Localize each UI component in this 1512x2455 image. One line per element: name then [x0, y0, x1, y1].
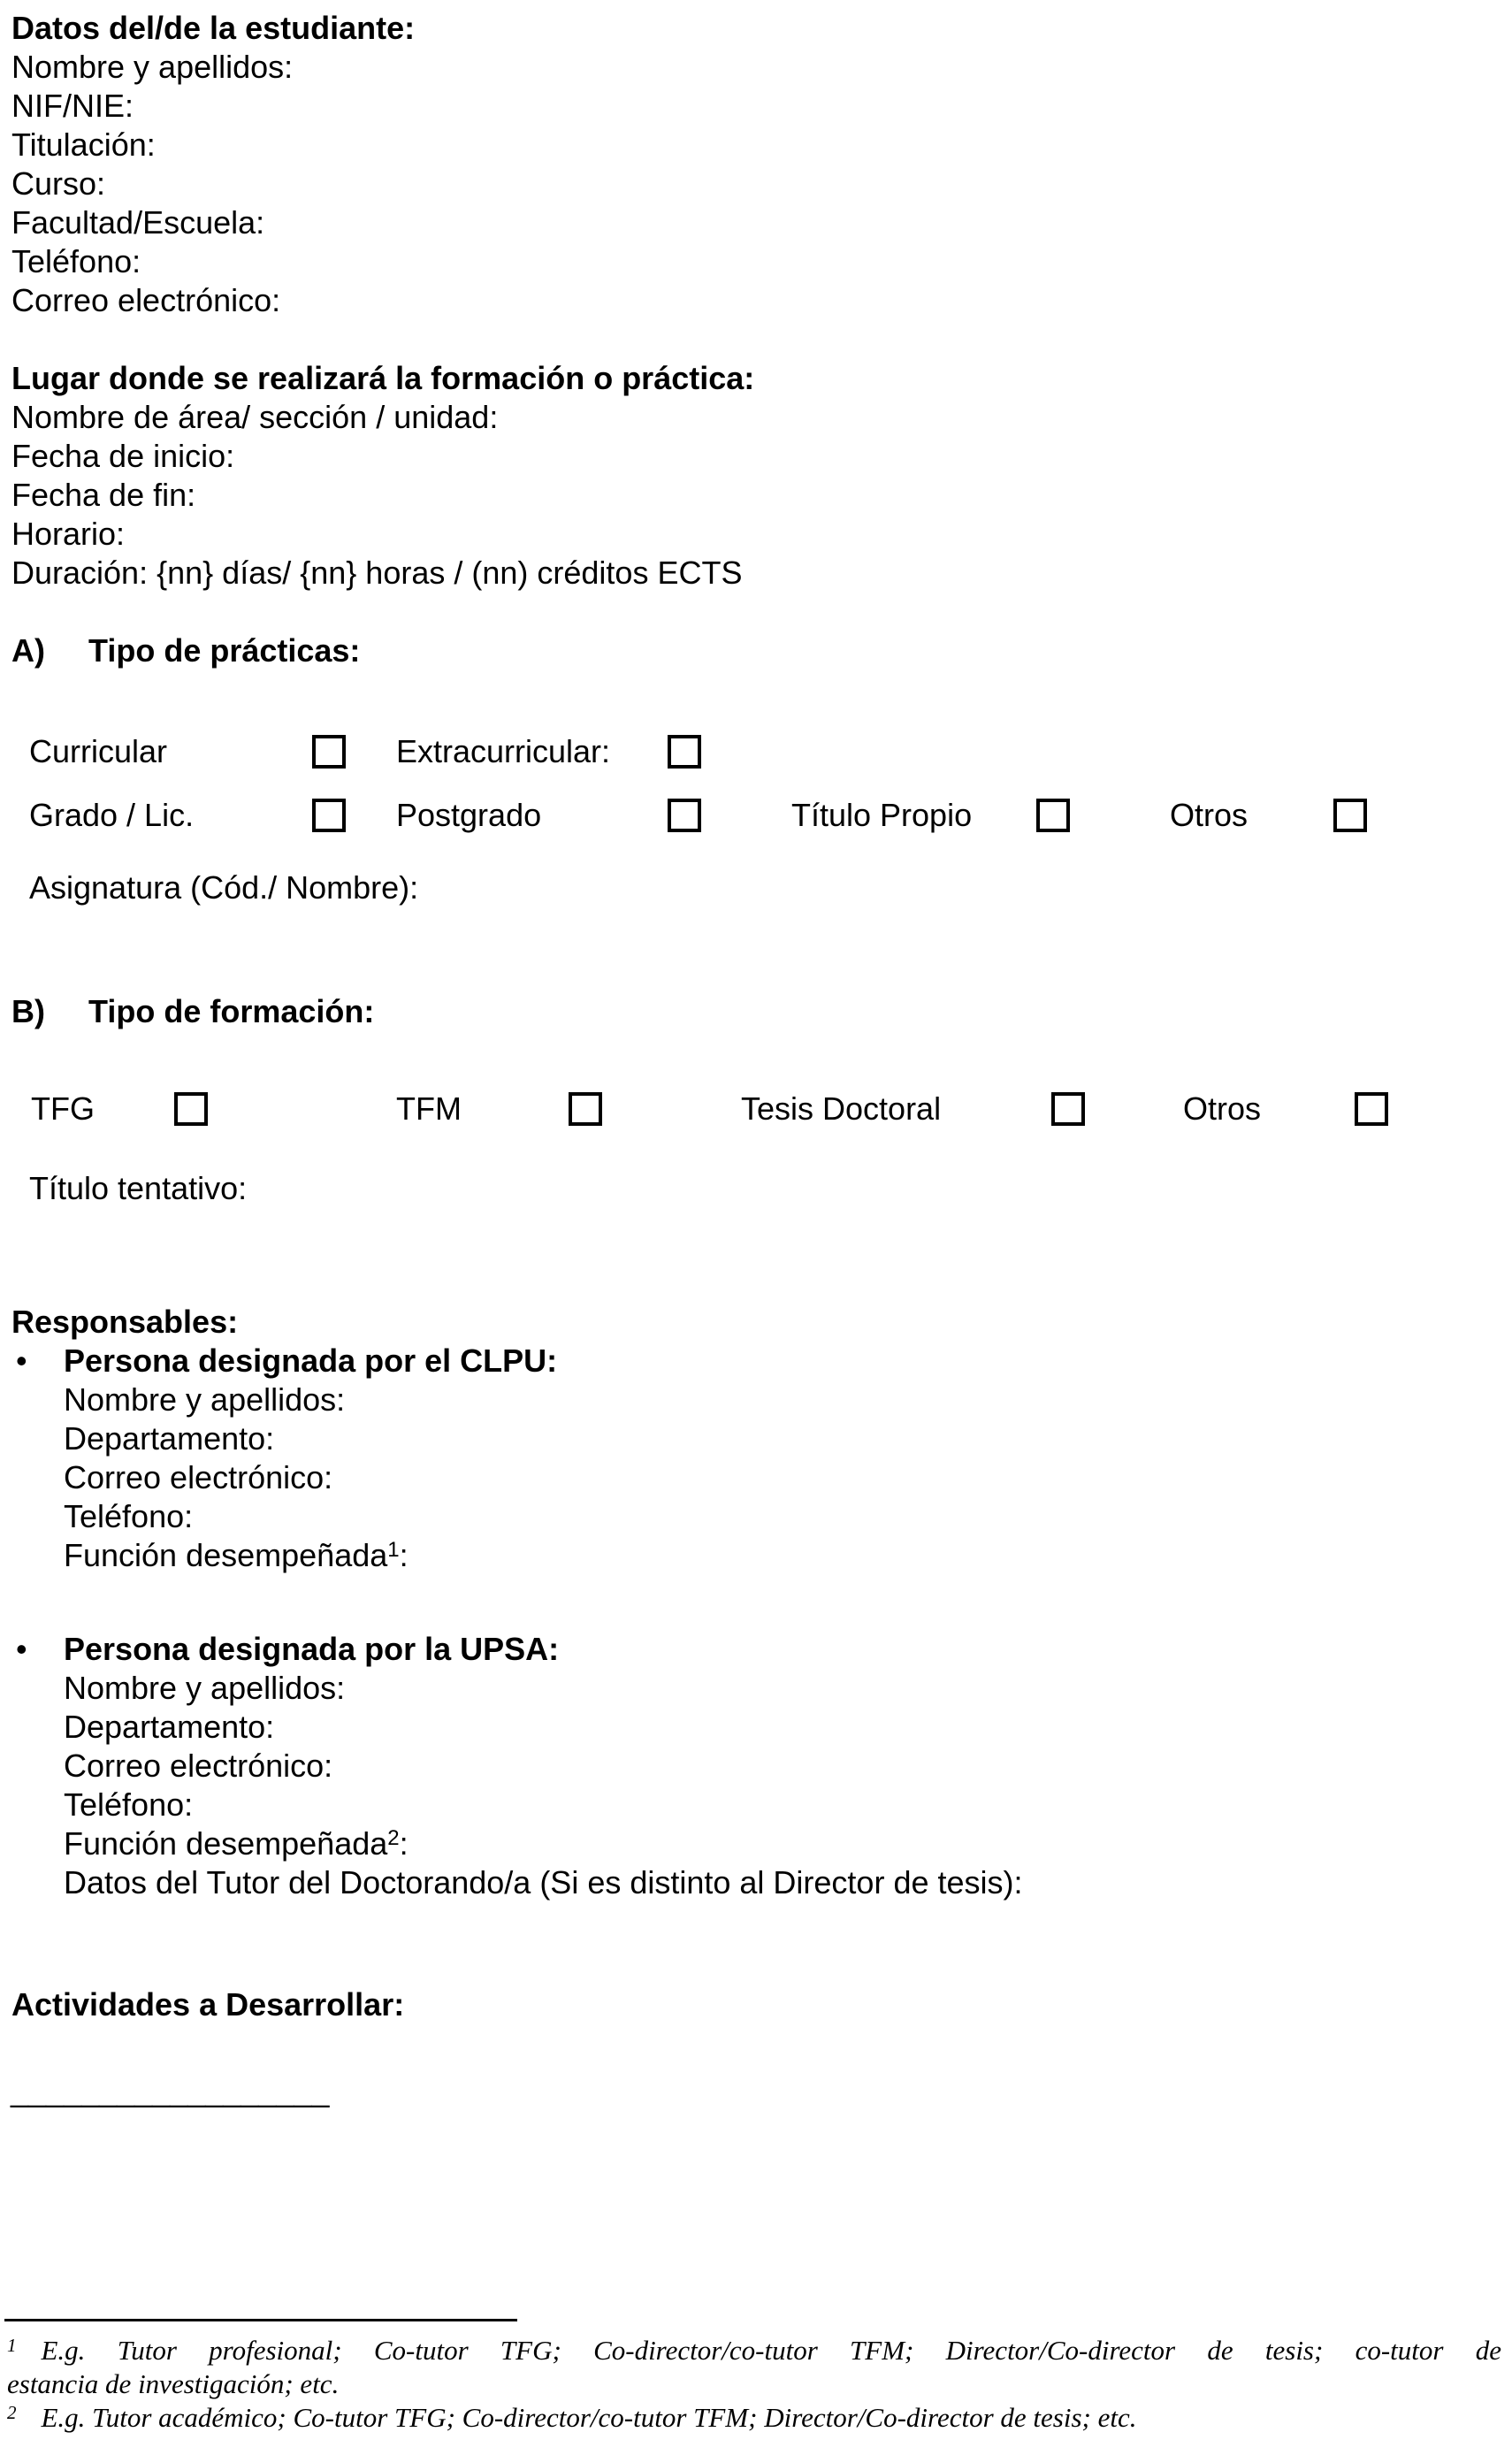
student-section-heading: Datos del/de la estudiante:	[11, 10, 416, 46]
clpu-field-correo: Correo electrónico:	[64, 1459, 333, 1495]
practicas-row-1	[0, 732, 1512, 771]
student-field-nombre: Nombre y apellidos:	[11, 49, 294, 85]
clpu-field-departamento: Departamento:	[64, 1420, 275, 1457]
label-postgrado: Postgrado	[396, 797, 542, 833]
label-tfg: TFG	[31, 1090, 95, 1127]
tutor-doctorando-label: Datos del Tutor del Doctorando/a (Si es distinto al Director de tesis):	[64, 1864, 1023, 1901]
checkbox-tesis-doctoral[interactable]	[1051, 1092, 1085, 1126]
footnote-1-marker: 1	[7, 2335, 17, 2356]
funcion-footnote-ref-1: 1	[387, 1538, 400, 1562]
place-field-horario: Horario:	[11, 516, 126, 552]
footnote-2-marker: 2	[7, 2402, 17, 2423]
checkbox-tfg[interactable]	[174, 1092, 208, 1126]
training-place-section	[11, 359, 1512, 593]
student-field-titulacion: Titulación:	[11, 126, 156, 163]
section-a-heading	[0, 631, 1512, 670]
place-field-fecha-fin: Fecha de fin:	[11, 477, 196, 513]
practicas-row-2	[0, 796, 1512, 835]
checkbox-titulo-propio[interactable]	[1036, 799, 1070, 832]
funcion-label: Función desempeñada	[64, 1825, 388, 1862]
clpu-heading-text: Persona designada por el CLPU:	[64, 1342, 558, 1379]
clpu-field-funcion	[64, 1536, 1512, 1575]
actividades-heading: Actividades a Desarrollar:	[11, 1986, 405, 2023]
section-a-title: Tipo de prácticas:	[88, 632, 361, 669]
footnote-2-line	[7, 2401, 1501, 2435]
section-b-index: B)	[11, 993, 45, 1029]
student-field-telefono: Teléfono:	[11, 243, 141, 279]
footnote-separator	[4, 2319, 517, 2321]
titulo-tentativo-label: Título tentativo:	[29, 1170, 248, 1206]
checkbox-otros-practicas[interactable]	[1333, 799, 1367, 832]
place-field-area: Nombre de área/ sección / unidad:	[11, 399, 499, 435]
student-field-nif-nie: NIF/NIE:	[11, 88, 134, 124]
place-section-heading: Lugar donde se realizará la formación o práctica:	[11, 360, 755, 396]
section-a-index: A)	[11, 632, 45, 669]
funcion-colon: :	[399, 1537, 409, 1573]
asignatura-label: Asignatura (Cód./ Nombre):	[29, 869, 419, 906]
funcion-label: Función desempeñada	[64, 1537, 388, 1573]
place-field-fecha-inicio: Fecha de inicio:	[11, 438, 235, 474]
section-b-title: Tipo de formación:	[88, 993, 375, 1029]
checkbox-tfm[interactable]	[569, 1092, 602, 1126]
upsa-field-departamento: Departamento:	[64, 1709, 275, 1745]
footnotes-area	[7, 2334, 1501, 2435]
footnote-1-line-2: estancia de investigación; etc.	[7, 2368, 340, 2399]
clpu-bullet-heading	[0, 1342, 1512, 1380]
student-field-correo: Correo electrónico:	[11, 282, 281, 318]
funcion-colon: :	[399, 1825, 409, 1862]
student-data-section	[11, 0, 1512, 320]
label-otros-practicas: Otros	[1170, 797, 1249, 833]
upsa-bullet-heading	[0, 1630, 1512, 1669]
formacion-row	[0, 1090, 1512, 1128]
student-field-facultad: Facultad/Escuela:	[11, 204, 265, 241]
clpu-field-telefono: Teléfono:	[64, 1498, 194, 1534]
upsa-heading-text: Persona designada por la UPSA:	[64, 1631, 560, 1667]
clpu-block	[0, 1342, 1512, 1575]
label-curricular: Curricular	[29, 733, 168, 769]
label-grado-lic: Grado / Lic.	[29, 797, 195, 833]
student-field-curso: Curso:	[11, 165, 106, 202]
checkbox-otros-formacion[interactable]	[1355, 1092, 1388, 1126]
footnote-1-line-1	[7, 2334, 1501, 2367]
checkbox-postgrado[interactable]	[668, 799, 701, 832]
place-field-duracion: Duración: {nn} días/ {nn} horas / (nn) créditos ECTS	[11, 554, 743, 591]
footnote-1-text-line-1: E.g. Tutor profesional; Co-tutor TFG; Co-director/co-tutor TFM; Director/Co-director de tesis; co-tutor de	[41, 2335, 1501, 2366]
upsa-field-correo: Correo electrónico:	[64, 1748, 333, 1784]
checkbox-extracurricular[interactable]	[668, 735, 701, 769]
section-b-heading	[0, 992, 1512, 1031]
label-tesis-doctoral: Tesis Doctoral	[741, 1090, 942, 1127]
funcion-footnote-ref-2: 2	[387, 1826, 400, 1850]
footnote-2-text: E.g. Tutor académico; Co-tutor TFG; Co-director/co-tutor TFM; Director/Co-director de tesis; etc.	[41, 2402, 1137, 2433]
bullet-icon: •	[16, 1631, 27, 1667]
upsa-field-nombre: Nombre y apellidos:	[64, 1670, 346, 1706]
upsa-block	[0, 1630, 1512, 1902]
checkbox-grado-lic[interactable]	[312, 799, 346, 832]
fill-in-blank-line[interactable]: __________________	[11, 2072, 330, 2108]
upsa-field-telefono: Teléfono:	[64, 1786, 194, 1823]
label-extracurricular: Extracurricular:	[396, 733, 611, 769]
label-tfm: TFM	[396, 1090, 462, 1127]
label-otros-formacion: Otros	[1183, 1090, 1262, 1127]
responsables-heading: Responsables:	[11, 1304, 239, 1340]
upsa-field-funcion	[64, 1824, 1512, 1863]
label-titulo-propio: Título Propio	[791, 797, 973, 833]
bullet-icon: •	[16, 1342, 27, 1379]
clpu-field-nombre: Nombre y apellidos:	[64, 1381, 346, 1418]
checkbox-curricular[interactable]	[312, 735, 346, 769]
